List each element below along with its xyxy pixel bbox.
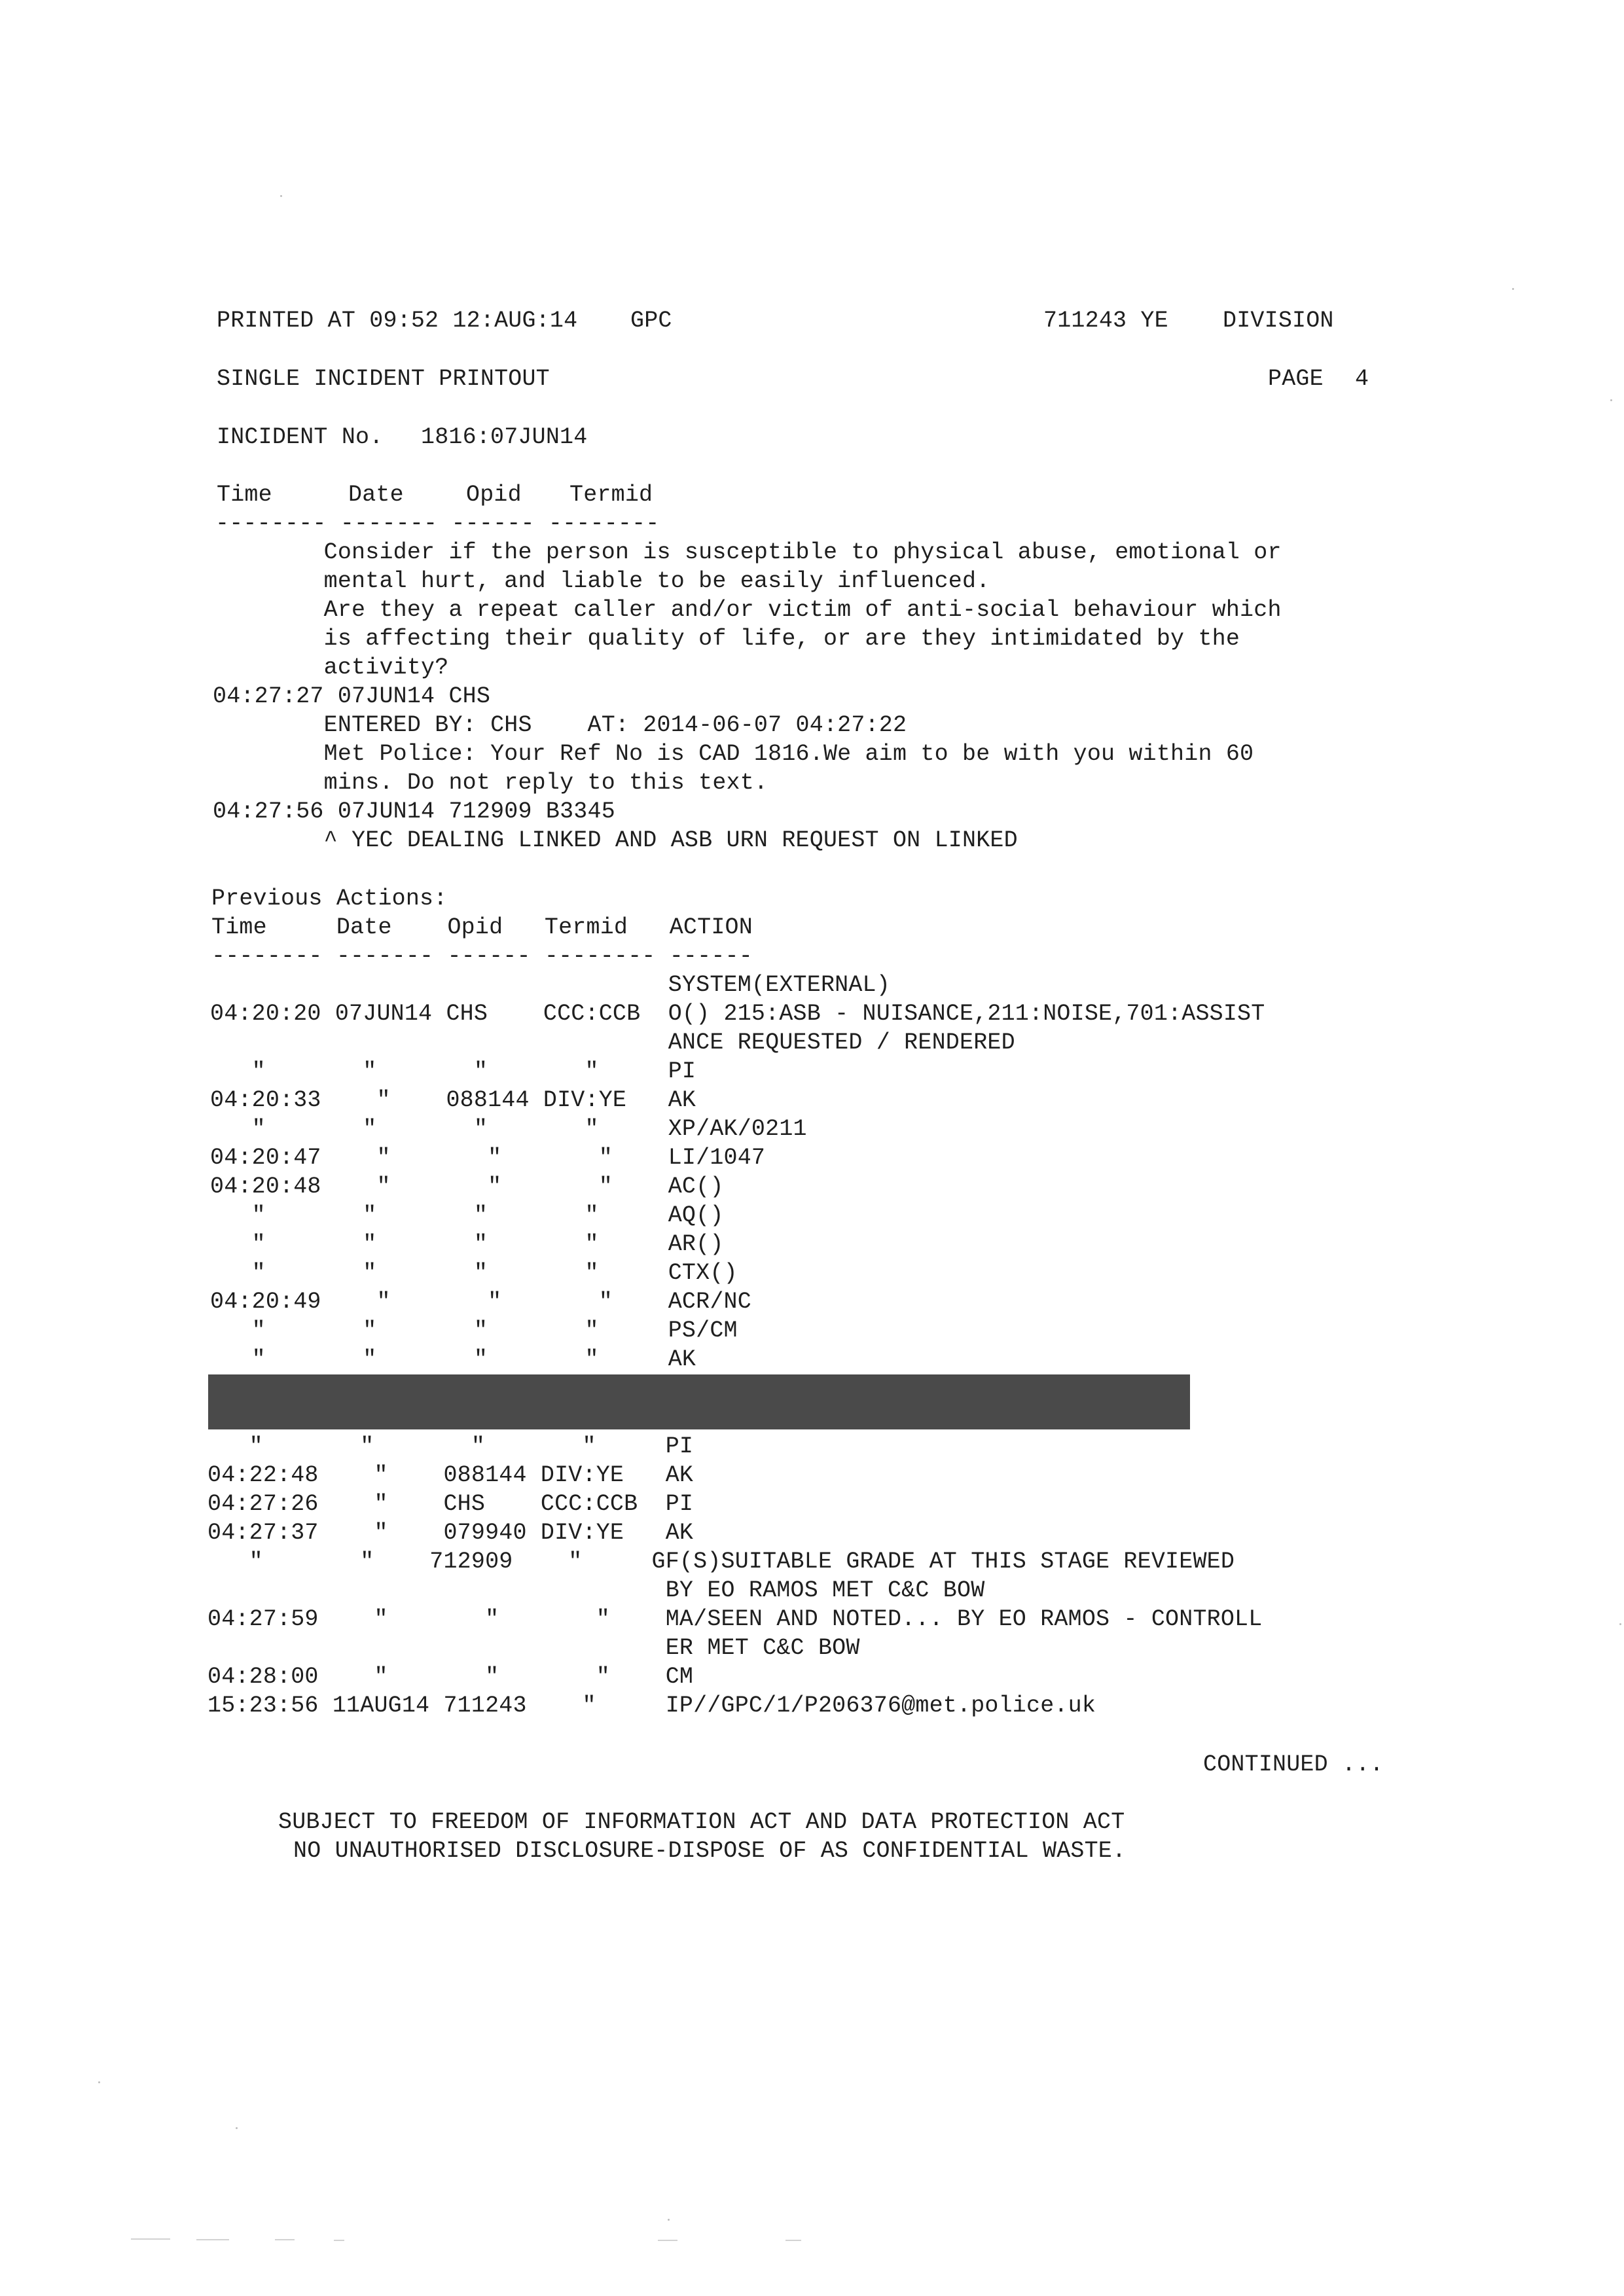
column-termid: Termid: [569, 482, 653, 508]
log-line: mental hurt, and liable to be easily influenced.: [213, 568, 990, 594]
action-row: ANCE REQUESTED / RENDERED: [210, 1030, 1015, 1056]
log-line: ENTERED BY: CHS AT: 2014-06-07 04:27:22: [213, 712, 907, 738]
document-title: SINGLE INCIDENT PRINTOUT: [217, 366, 550, 392]
scan-speck: [668, 2219, 670, 2221]
footer-line-2: NO UNAUTHORISED DISCLOSURE-DISPOSE OF AS CONFIDENTIAL WASTE.: [293, 1838, 1127, 1864]
action-row: 04:20:49 " " " ACR/NC: [210, 1289, 751, 1315]
scan-mark: [196, 2239, 229, 2240]
log-line: Are they a repeat caller and/or victim of anti-social behaviour which: [213, 597, 1282, 623]
log-line: is affecting their quality of life, or are they intimidated by the: [213, 626, 1240, 652]
action-row: 04:20:47 " " " LI/1047: [210, 1145, 766, 1171]
previous-actions-title: Previous Actions:: [211, 886, 448, 912]
action-row: 15:23:56 11AUG14 711243 " IP//GPC/1/P206376@met.police.uk: [208, 1693, 1096, 1719]
scan-speck: [1619, 1623, 1621, 1625]
action-row: 04:28:00 " " " CM: [208, 1664, 694, 1690]
division-label: DIVISION: [1223, 308, 1334, 334]
incident-number: 1816:07JUN14: [421, 424, 588, 450]
column-date: Date: [348, 482, 404, 508]
scan-speck: [1512, 288, 1514, 290]
scan-mark: [131, 2238, 170, 2240]
column-time: Time: [217, 482, 272, 508]
log-line: mins. Do not reply to this text.: [213, 770, 768, 796]
previous-actions-header: Time Date Opid Termid ACTION: [211, 914, 753, 941]
incident-label: INCIDENT No.: [217, 424, 384, 450]
action-row: BY EO RAMOS MET C&C BOW: [208, 1577, 985, 1604]
redaction-bar: [208, 1374, 1190, 1429]
log-line: 04:27:56 07JUN14 712909 B3345: [213, 798, 615, 825]
scan-mark: [658, 2240, 677, 2241]
column-dashes: -------- ------- ------ --------: [215, 511, 660, 537]
printed-at: PRINTED AT 09:52 12:AUG:14: [217, 308, 578, 334]
action-row: 04:27:26 " CHS CCC:CCB PI: [208, 1491, 694, 1517]
action-row: " " " " AR(): [210, 1231, 724, 1257]
scan-speck: [1610, 399, 1612, 401]
scan-speck: [280, 195, 282, 197]
previous-actions-dashes: -------- ------- ------ -------- ------: [211, 943, 753, 969]
scan-mark: [275, 2239, 295, 2240]
action-row: " " " " PI: [210, 1058, 696, 1085]
action-row: " " " " PS/CM: [210, 1318, 738, 1344]
action-row: 04:20:48 " " " AC(): [210, 1174, 724, 1200]
scan-mark: [785, 2240, 801, 2241]
log-line: activity?: [213, 655, 449, 681]
action-row: " " " " AK: [210, 1346, 696, 1372]
page-number: 4: [1355, 366, 1369, 392]
action-row: 04:20:33 " 088144 DIV:YE AK: [210, 1087, 696, 1113]
log-line: Met Police: Your Ref No is CAD 1816.We aim to be with you within 60: [213, 741, 1254, 767]
division-ref: 711243 YE: [1043, 308, 1168, 334]
action-row: 04:27:59 " " " MA/SEEN AND NOTED... BY EO RAMOS - CONTROLL: [208, 1606, 1263, 1632]
action-row: 04:27:37 " 079940 DIV:YE AK: [208, 1520, 694, 1546]
action-row: ER MET C&C BOW: [208, 1635, 860, 1661]
action-row: " " " " PI: [208, 1433, 694, 1460]
printed-site: GPC: [630, 308, 672, 334]
action-row: 04:22:48 " 088144 DIV:YE AK: [208, 1462, 694, 1488]
action-row: SYSTEM(EXTERNAL): [210, 972, 890, 998]
scan-speck: [98, 2081, 100, 2083]
action-row: 04:20:20 07JUN14 CHS CCC:CCB O() 215:ASB - NUISANCE,211:NOISE,701:ASSIST: [210, 1001, 1265, 1027]
log-line: 04:27:27 07JUN14 CHS: [213, 683, 491, 709]
scan-mark: [334, 2240, 344, 2241]
log-line: ^ YEC DEALING LINKED AND ASB URN REQUEST ON LINKED: [213, 827, 1018, 853]
action-row: " " " " AQ(): [210, 1202, 724, 1229]
continued-label: CONTINUED ...: [1203, 1751, 1384, 1778]
action-row: " " " " XP/AK/0211: [210, 1116, 807, 1142]
log-line: Consider if the person is susceptible to physical abuse, emotional or: [213, 539, 1282, 565]
page-label: PAGE: [1268, 366, 1324, 392]
footer-line-1: SUBJECT TO FREEDOM OF INFORMATION ACT AND DATA PROTECTION ACT: [278, 1809, 1125, 1835]
action-row: " " 712909 " GF(S)SUITABLE GRADE AT THIS STAGE REVIEWED: [208, 1549, 1235, 1575]
scan-speck: [236, 2127, 238, 2129]
action-row: " " " " CTX(): [210, 1260, 738, 1286]
column-opid: Opid: [466, 482, 522, 508]
